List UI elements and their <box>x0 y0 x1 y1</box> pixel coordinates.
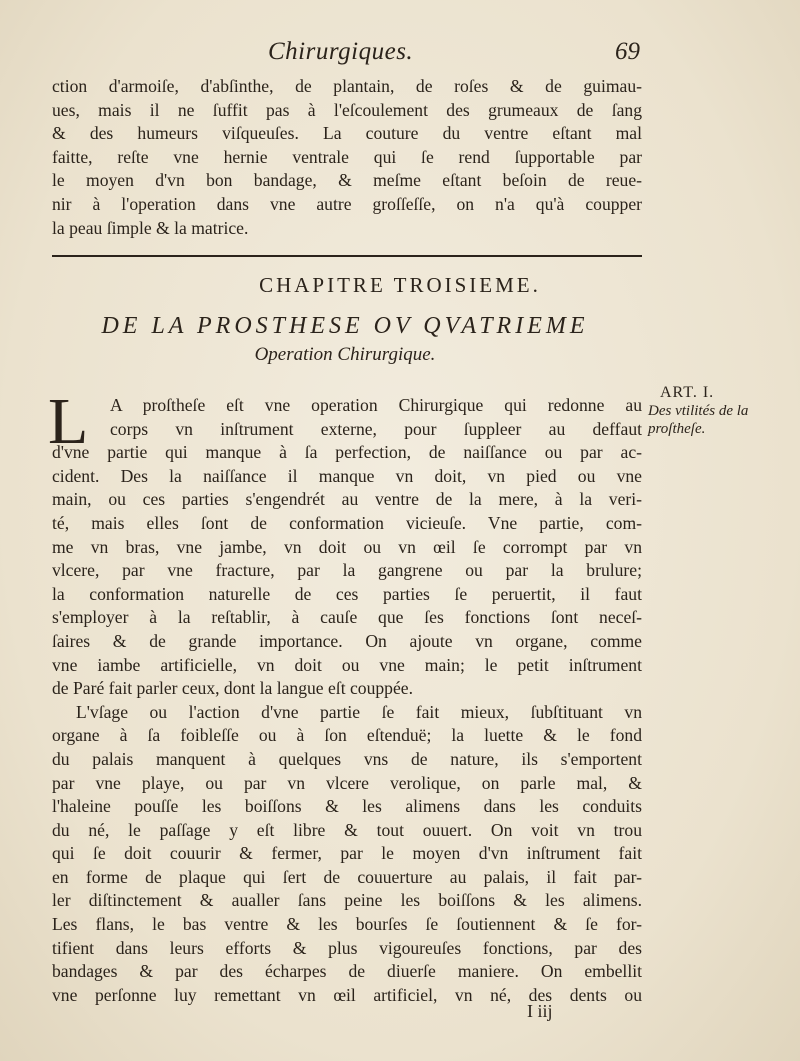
chapter-heading: CHAPITRE TROISIEME. <box>259 273 541 297</box>
text-line: nir à l'operation dans vne autre groſſeſſe, on n'a qu'à coupper <box>52 193 642 214</box>
text-line: cident. Des la naiſſance il manque vn doit, vn pied ou vne <box>52 465 642 486</box>
text-line: faitte, reſte vne hernie ventrale qui ſe rend ſupportable par <box>52 146 642 167</box>
text-line: A proſtheſe eſt vne operation Chirurgique qui redonne au <box>110 395 642 415</box>
text-line: vne perſonne luy remettant vn œil artificiel, vn né, des dents ou <box>52 984 642 1005</box>
text-line: qui ſe doit couurir & fermer, par le moyen d'vn inſtrument fait <box>52 843 642 864</box>
signature-mark: I iij <box>527 1001 553 1021</box>
text-line: ler diſtinctement & aualler ſans peine les boiſſons & les alimens. <box>52 890 642 911</box>
text-line: me vn bras, vne jambe, vn doit ou vn œil ſe corrompt par vn <box>52 536 642 557</box>
text-line: la conformation naturelle de ces parties ſe peruertit, il faut <box>52 583 642 604</box>
drop-cap: L <box>48 385 89 458</box>
text-line: du palais manquent à quelques vns de nature, ils s'emportent <box>52 748 642 769</box>
section-rule <box>52 255 642 257</box>
chapter-title: DE LA PROSTHESE OV QVATRIEME <box>101 313 589 339</box>
page-number: 69 <box>615 38 640 65</box>
text-line: & des humeurs viſqueuſes. La couture du ventre eſtant mal <box>52 123 642 144</box>
text-line: té, mais elles ſont de conformation vicieuſe. Vne partie, com- <box>52 512 642 533</box>
text-line: Les flans, le bas ventre & les bourſes ſe ſoutiennent & ſe for- <box>52 914 642 935</box>
chapter-subtitle: Operation Chirurgique. <box>254 344 436 365</box>
margin-note-text: Des vtilités de la proſtheſe. <box>648 403 749 437</box>
text-line: ues, mais il ne ſuffit pas à l'eſcoulement des grumeaux de ſang <box>52 99 642 120</box>
text-line: de Paré fait parler ceux, dont la langue eſt couppée. <box>52 678 413 699</box>
margin-note <box>648 384 788 438</box>
text-line: vne iambe artificielle, vn doit ou vne main; le petit inſtrument <box>52 654 642 675</box>
text-line: l'haleine pouſſe les boiſſons & les alimens dans les conduits <box>52 796 642 817</box>
text-line: la peau ſimple & la matrice. <box>52 217 249 238</box>
text-line: tifient dans leurs efforts & plus vigoureuſes fonctions, par des <box>52 937 642 958</box>
text-line: en forme de plaque qui ſert de couuerture au palais, il fait par- <box>52 866 642 887</box>
text-line: bandages & par des écharpes de diuerſe maniere. On embellit <box>52 961 642 982</box>
text-line: corps vn inſtrument externe, pour ſuppleer au deffaut <box>110 418 642 439</box>
text-line: ſaires & de grande importance. On ajoute vn organe, comme <box>52 630 642 651</box>
continuation-paragraph <box>52 75 642 240</box>
text-line: ction d'armoiſe, d'abſinthe, de plantain, de roſes & de guimau- <box>52 76 642 96</box>
text-line: s'employer à la reſtablir, à cauſe que ſes fonctions ſont neceſ- <box>52 607 642 628</box>
text-line: vlcere, par vne fracture, par la gangrene ou par la brulure; <box>52 560 642 581</box>
running-head: Chirurgiques. <box>268 38 414 65</box>
chapter-body <box>52 394 642 1007</box>
text-line: organe à ſa foibleſſe ou à ſon eſtenduë; la luette & le fond <box>52 725 642 746</box>
text-line: d'vne partie qui manque à ſa perfection, de naiſſance ou par ac- <box>52 442 642 463</box>
text-line: par vne playe, ou par vn vlcere verolique, on parle mal, & <box>52 772 642 793</box>
text-line: le moyen d'vn bon bandage, & meſme eſtant beſoin de reue- <box>52 170 642 191</box>
text-line: L'vſage ou l'action d'vne partie ſe fait mieux, ſubſtituant vn <box>76 701 642 722</box>
margin-article-label: ART. I. <box>660 384 715 401</box>
text-line: du né, le paſſage y eſt libre & tout ouuert. On voit vn trou <box>52 819 642 840</box>
text-line: main, ou ces parties s'engendrét au ventre de la mere, à la veri- <box>52 489 642 510</box>
